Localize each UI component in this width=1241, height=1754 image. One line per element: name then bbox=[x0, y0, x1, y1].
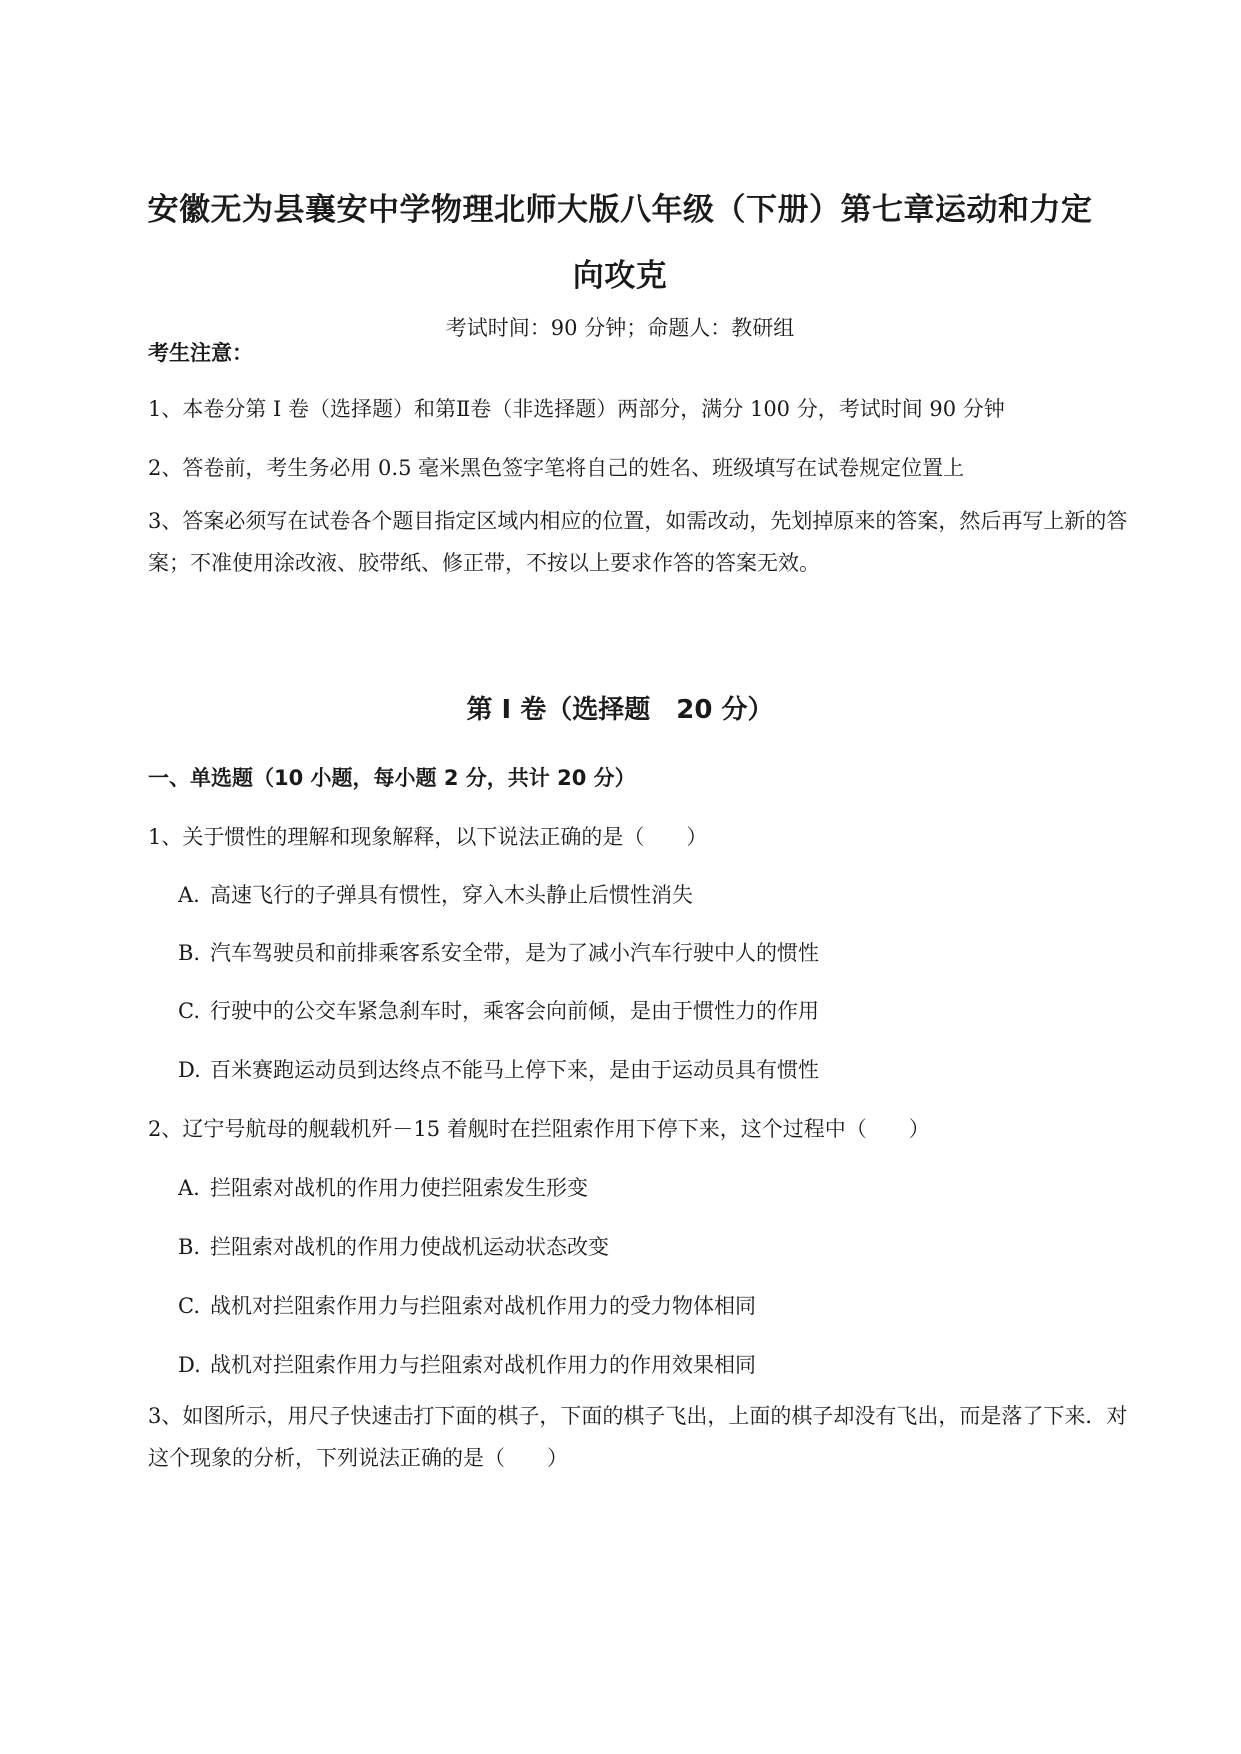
option-letter: C. bbox=[178, 999, 200, 1023]
notice-item-1: 1、本卷分第 I 卷（选择题）和第Ⅱ卷（非选择题）两部分，满分 100 分，考试时间 90 分钟 bbox=[148, 397, 1005, 421]
option-letter: A. bbox=[178, 1176, 200, 1200]
notice-item-3: 3、答案必须写在试卷各个题目指定区域内相应的位置，如需改动，先划掉原来的答案，然后再写上新的答案；不准使用涂改液、胶带纸、修正带，不按以上要求作答的答案无效。 bbox=[148, 509, 1128, 575]
question-2-option-c bbox=[178, 1291, 756, 1321]
question-2-stem: 2、辽宁号航母的舰载机歼－15 着舰时在拦阻索作用下停下来，这个过程中（ ） bbox=[148, 1117, 930, 1141]
question-1-stem: 1、关于惯性的理解和现象解释，以下说法正确的是（ ） bbox=[148, 825, 708, 849]
notice-item-2: 2、答卷前，考生务必用 0.5 毫米黑色签字笔将自己的姓名、班级填写在试卷规定位置上 bbox=[148, 456, 965, 480]
notice-heading: 考生注意： bbox=[148, 341, 253, 365]
option-letter: D. bbox=[178, 1058, 201, 1082]
part-heading: 一、单选题（10 小题，每小题 2 分，共计 20 分） bbox=[148, 766, 636, 790]
question-1-option-c bbox=[178, 996, 819, 1026]
option-text: 行驶中的公交车紧急刹车时，乘客会向前倾，是由于惯性力的作用 bbox=[210, 999, 819, 1023]
option-text: 战机对拦阻索作用力与拦阻索对战机作用力的作用效果相同 bbox=[210, 1353, 756, 1377]
question-1-option-d bbox=[178, 1055, 819, 1085]
option-text: 拦阻索对战机的作用力使拦阻索发生形变 bbox=[210, 1176, 588, 1200]
question-2-option-a bbox=[178, 1173, 588, 1203]
option-text: 百米赛跑运动员到达终点不能马上停下来，是由于运动员具有惯性 bbox=[210, 1058, 819, 1082]
question-1-option-a bbox=[178, 880, 693, 910]
option-letter: C. bbox=[178, 1294, 200, 1318]
option-text: 拦阻索对战机的作用力使战机运动状态改变 bbox=[210, 1235, 609, 1259]
option-letter: B. bbox=[178, 1235, 201, 1259]
question-2-option-d bbox=[178, 1350, 756, 1380]
exam-title-line-2: 向攻克 bbox=[572, 258, 668, 294]
question-3-stem: 3、如图所示，用尺子快速击打下面的棋子，下面的棋子飞出，上面的棋子却没有飞出，而是落了下来．对这个现象的分析，下列说法正确的是（ ） bbox=[148, 1404, 1128, 1470]
question-1-option-b bbox=[178, 938, 819, 968]
section-title: 第 I 卷（选择题 20 分） bbox=[466, 695, 774, 725]
exam-subtitle: 考试时间：90 分钟；命题人：教研组 bbox=[445, 316, 795, 340]
exam-title-line-1: 安徽无为县襄安中学物理北师大版八年级（下册）第七章运动和力定 bbox=[147, 192, 1093, 228]
option-letter: A. bbox=[178, 883, 200, 907]
exam-title bbox=[140, 177, 1100, 309]
question-2-option-b bbox=[178, 1232, 609, 1262]
option-text: 高速飞行的子弹具有惯性，穿入木头静止后惯性消失 bbox=[210, 883, 693, 907]
option-text: 战机对拦阻索作用力与拦阻索对战机作用力的受力物体相同 bbox=[210, 1294, 756, 1318]
option-letter: B. bbox=[178, 941, 201, 965]
option-letter: D. bbox=[178, 1353, 201, 1377]
option-text: 汽车驾驶员和前排乘客系安全带，是为了减小汽车行驶中人的惯性 bbox=[210, 941, 819, 965]
